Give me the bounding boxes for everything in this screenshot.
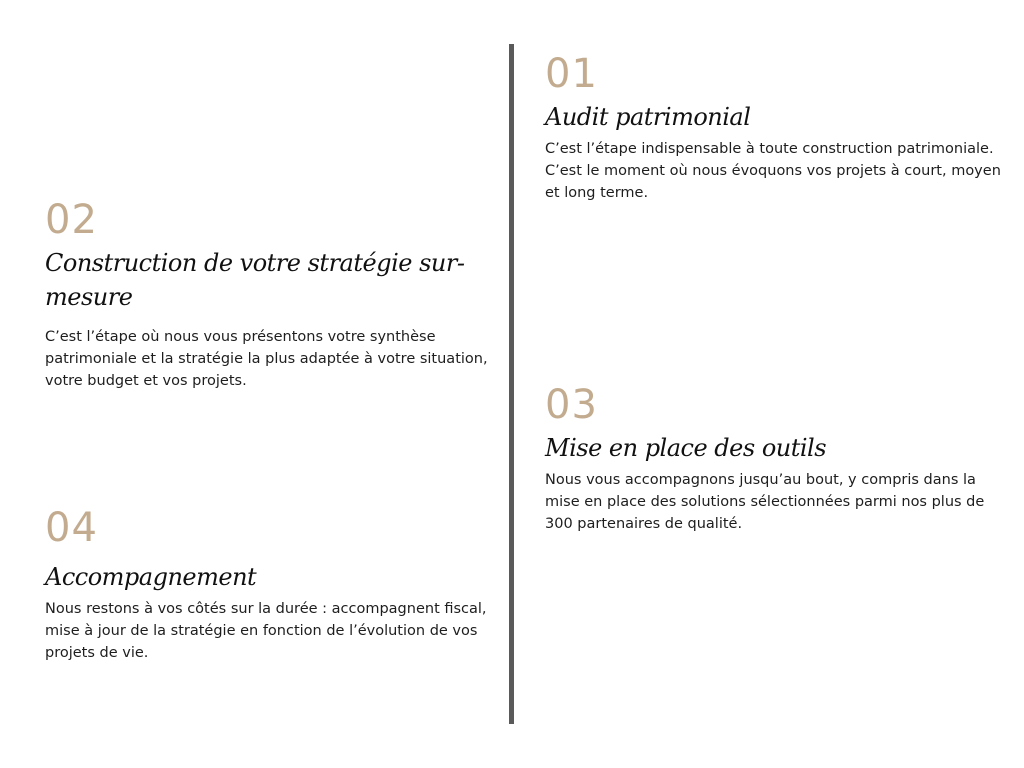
step-description: Nous vous accompagnons jusqu’au bout, y compris dans la mise en place des solutions sélectionnées parmi nos plus de 300 partenaires de qualité. [545, 472, 985, 532]
step-title: Mise en place des outils [545, 434, 827, 462]
vertical-divider [509, 44, 514, 724]
step-number: 02 [45, 197, 98, 243]
step-title: Construction de votre stratégie sur-mesure [45, 249, 465, 311]
step-description: C’est l’étape où nous vous présentons votre synthèse patrimoniale et la stratégie la plus adaptée à votre situation, votre budget et vos projets. [45, 329, 488, 389]
step-description: C’est l’étape indispensable à toute construction patrimoniale. C’est le moment où nous évoquons vos projets à court, moyen et long terme. [545, 141, 1001, 201]
step-number: 01 [545, 51, 598, 97]
step-03 [545, 381, 1005, 535]
step-title: Audit patrimonial [545, 103, 751, 131]
step-description: Nous restons à vos côtés sur la durée : accompagnent fiscal, mise à jour de la stratégie en fonction de l’évolution de vos projets de vie. [45, 601, 487, 661]
step-02 [45, 196, 505, 392]
step-number: 03 [545, 382, 598, 428]
step-title: Accompagnement [45, 563, 257, 591]
step-number: 04 [45, 505, 98, 551]
step-01 [545, 50, 1005, 204]
step-04 [45, 504, 505, 664]
